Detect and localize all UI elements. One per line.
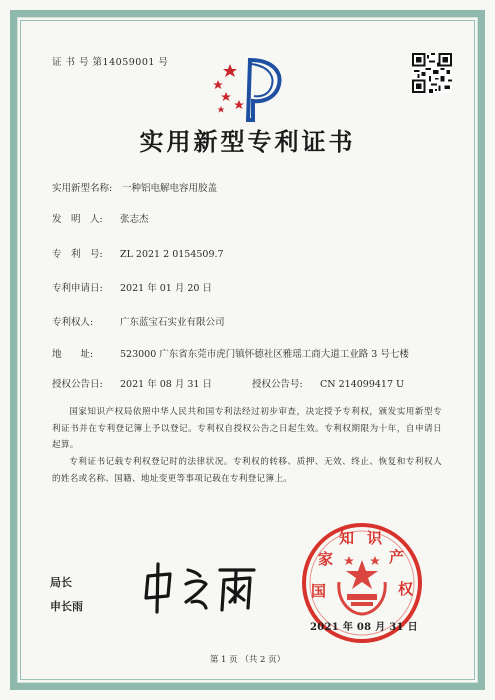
announce-date-value: 2021 年 08 月 31 日 xyxy=(120,379,212,390)
filing-date-value: 2021 年 01 月 20 日 xyxy=(120,283,212,294)
inventor-field xyxy=(52,212,149,228)
patentee-field xyxy=(52,315,225,331)
name-label: 实用新型名称: xyxy=(52,183,113,194)
seal-date: 2021 年 08 月 31 日 xyxy=(310,622,418,633)
patentee-value: 广东蓝宝石实业有限公司 xyxy=(120,317,225,328)
announce-date-field xyxy=(52,377,212,393)
patent-number-field xyxy=(52,247,224,263)
qr-code xyxy=(412,53,452,93)
svg-text:国: 国 xyxy=(311,582,327,600)
address-value: 523000 广东省东莞市虎门镇怀德社区雅瑶工商大道工业路 3 号七楼 xyxy=(120,349,409,360)
page-number: 第 1 页 （共 2 页） xyxy=(209,655,286,665)
announce-number-value: CN 214099417 U xyxy=(320,379,405,390)
page-title: 实用新型专利证书 xyxy=(139,127,356,156)
cnipa-logo xyxy=(206,54,294,128)
announce-date-label: 授权公告日: xyxy=(52,379,103,390)
svg-text:家: 家 xyxy=(318,550,334,568)
svg-text:产: 产 xyxy=(389,548,405,566)
filing-date-label: 专利申请日: xyxy=(52,283,103,294)
name-value: 一种铝电解电容用胶盖 xyxy=(122,183,218,194)
patent-number-label: 专 利 号: xyxy=(52,249,103,260)
svg-text:识: 识 xyxy=(367,529,383,547)
inventor-value: 张志杰 xyxy=(120,214,149,225)
body-paragraph-1: 国家知识产权局依照中华人民共和国专利法经过初步审查，决定授予专利权，颁发实用新型专利证书并在专利登记簿上予以登记。专利权自授权公告之日起生效。专利权期限为十年，自申请日起算。 xyxy=(52,407,442,450)
director-name: 申长雨 xyxy=(50,600,83,613)
handwritten-signature xyxy=(140,562,260,614)
filing-date-field xyxy=(52,281,212,297)
address-label: 地 址: xyxy=(52,349,94,360)
svg-text:知: 知 xyxy=(339,529,355,547)
inventor-label: 发 明 人: xyxy=(52,214,103,225)
director-title: 局长 xyxy=(50,576,72,589)
svg-text:权: 权 xyxy=(398,580,414,598)
name-field xyxy=(52,181,218,197)
patent-number-value: ZL 2021 2 0154509.7 xyxy=(120,249,224,260)
announce-number-label: 授权公告号: xyxy=(252,379,303,390)
patentee-label: 专利权人: xyxy=(52,317,94,328)
body-paragraph-2: 专利证书记载专利权登记时的法律状况。专利权的转移、质押、无效、终止、恢复和专利权人的姓名或名称、国籍、地址变更等事项记载在专利登记簿上。 xyxy=(52,457,442,484)
certificate-number: 证 书 号 第14059001 号 xyxy=(52,57,169,68)
